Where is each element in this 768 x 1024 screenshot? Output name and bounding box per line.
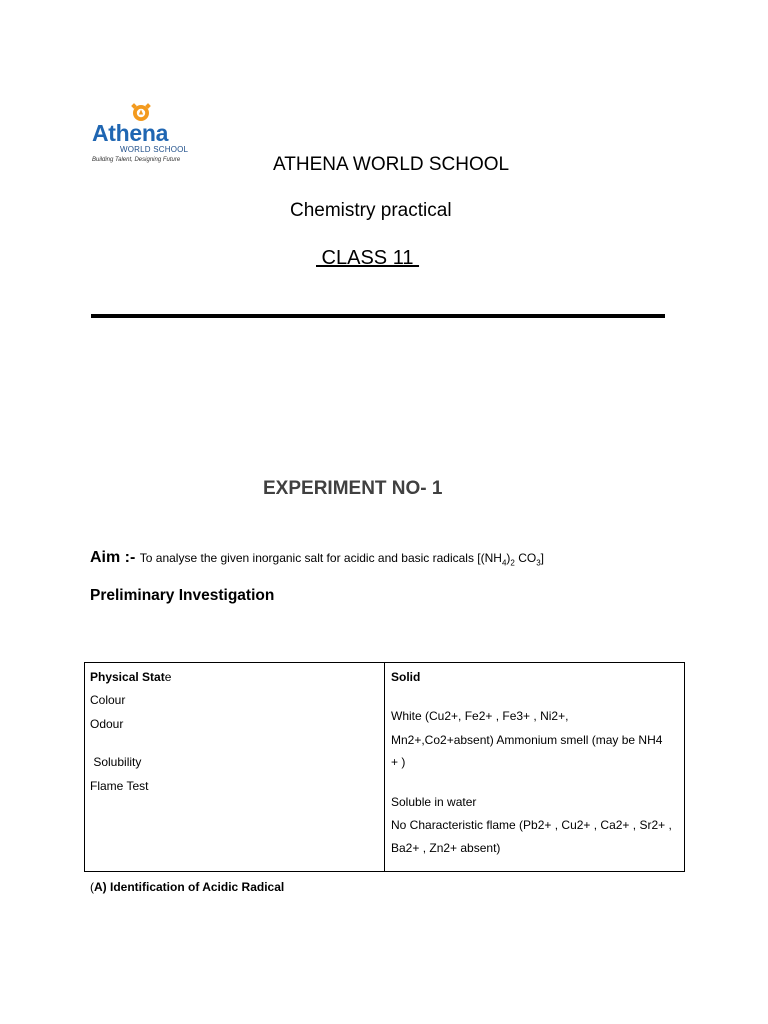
label-flame-test: Flame Test	[90, 779, 149, 793]
aim-text-close: ]	[540, 551, 545, 565]
preliminary-heading: Preliminary Investigation	[90, 587, 275, 604]
acidic-radical-heading	[90, 878, 284, 896]
aim-line	[90, 547, 544, 569]
label-solubility: Solubility	[90, 755, 142, 769]
experiment-title: EXPERIMENT NO- 1	[263, 478, 443, 499]
label-physical-state-bold: Physical Stat	[90, 670, 165, 684]
aim-text-paren: )	[506, 551, 511, 565]
logo-subtitle: WORLD SCHOOL	[120, 145, 189, 154]
aim-label: Aim :-	[90, 549, 140, 566]
aim-text-main: To analyse the given inorganic salt for acidic and basic radicals [(NH	[139, 551, 502, 565]
label-colour: Colour	[90, 693, 126, 707]
acidic-radical-label: A) Identification of Acidic Radical	[94, 880, 285, 894]
value-colour-line-2: Mn2+,Co2+absent) Ammonium smell (may be NH4	[391, 733, 663, 747]
aim-text	[139, 551, 545, 568]
preliminary-table	[84, 662, 685, 872]
class-label: CLASS 11	[316, 247, 420, 269]
school-name: ATHENA WORLD SCHOOL	[273, 154, 510, 175]
aim-text-co: CO	[514, 551, 537, 565]
aim-subscript-4: 4	[501, 558, 507, 568]
value-colour-line-1: White (Cu2+, Fe2+ , Fe3+ , Ni2+,	[391, 709, 569, 723]
value-colour-line-3: + )	[391, 755, 406, 769]
value-solubility: Soluble in water	[391, 795, 477, 809]
value-flame-line-1: No Characteristic flame (Pb2+ , Cu2+ , Ca2+ , Sr2+ ,	[391, 818, 672, 832]
acidic-radical-paren: (	[90, 880, 94, 894]
horizontal-rule	[91, 314, 665, 318]
label-physical-state-tail: e	[164, 670, 172, 684]
table-column-divider	[384, 663, 385, 871]
logo-tagline: Building Talent, Designing Future	[92, 157, 181, 163]
aim-subscript-2: 2	[510, 558, 515, 568]
logo-brand-text: Athena	[92, 120, 169, 146]
aim-subscript-3: 3	[536, 558, 541, 568]
label-physical-state	[90, 669, 171, 685]
value-flame-line-2: Ba2+ , Zn2+ absent)	[391, 841, 501, 855]
school-logo	[90, 102, 190, 166]
value-physical-state: Solid	[391, 670, 421, 684]
label-odour: Odour	[90, 717, 124, 731]
subject-title: Chemistry practical	[290, 200, 452, 221]
